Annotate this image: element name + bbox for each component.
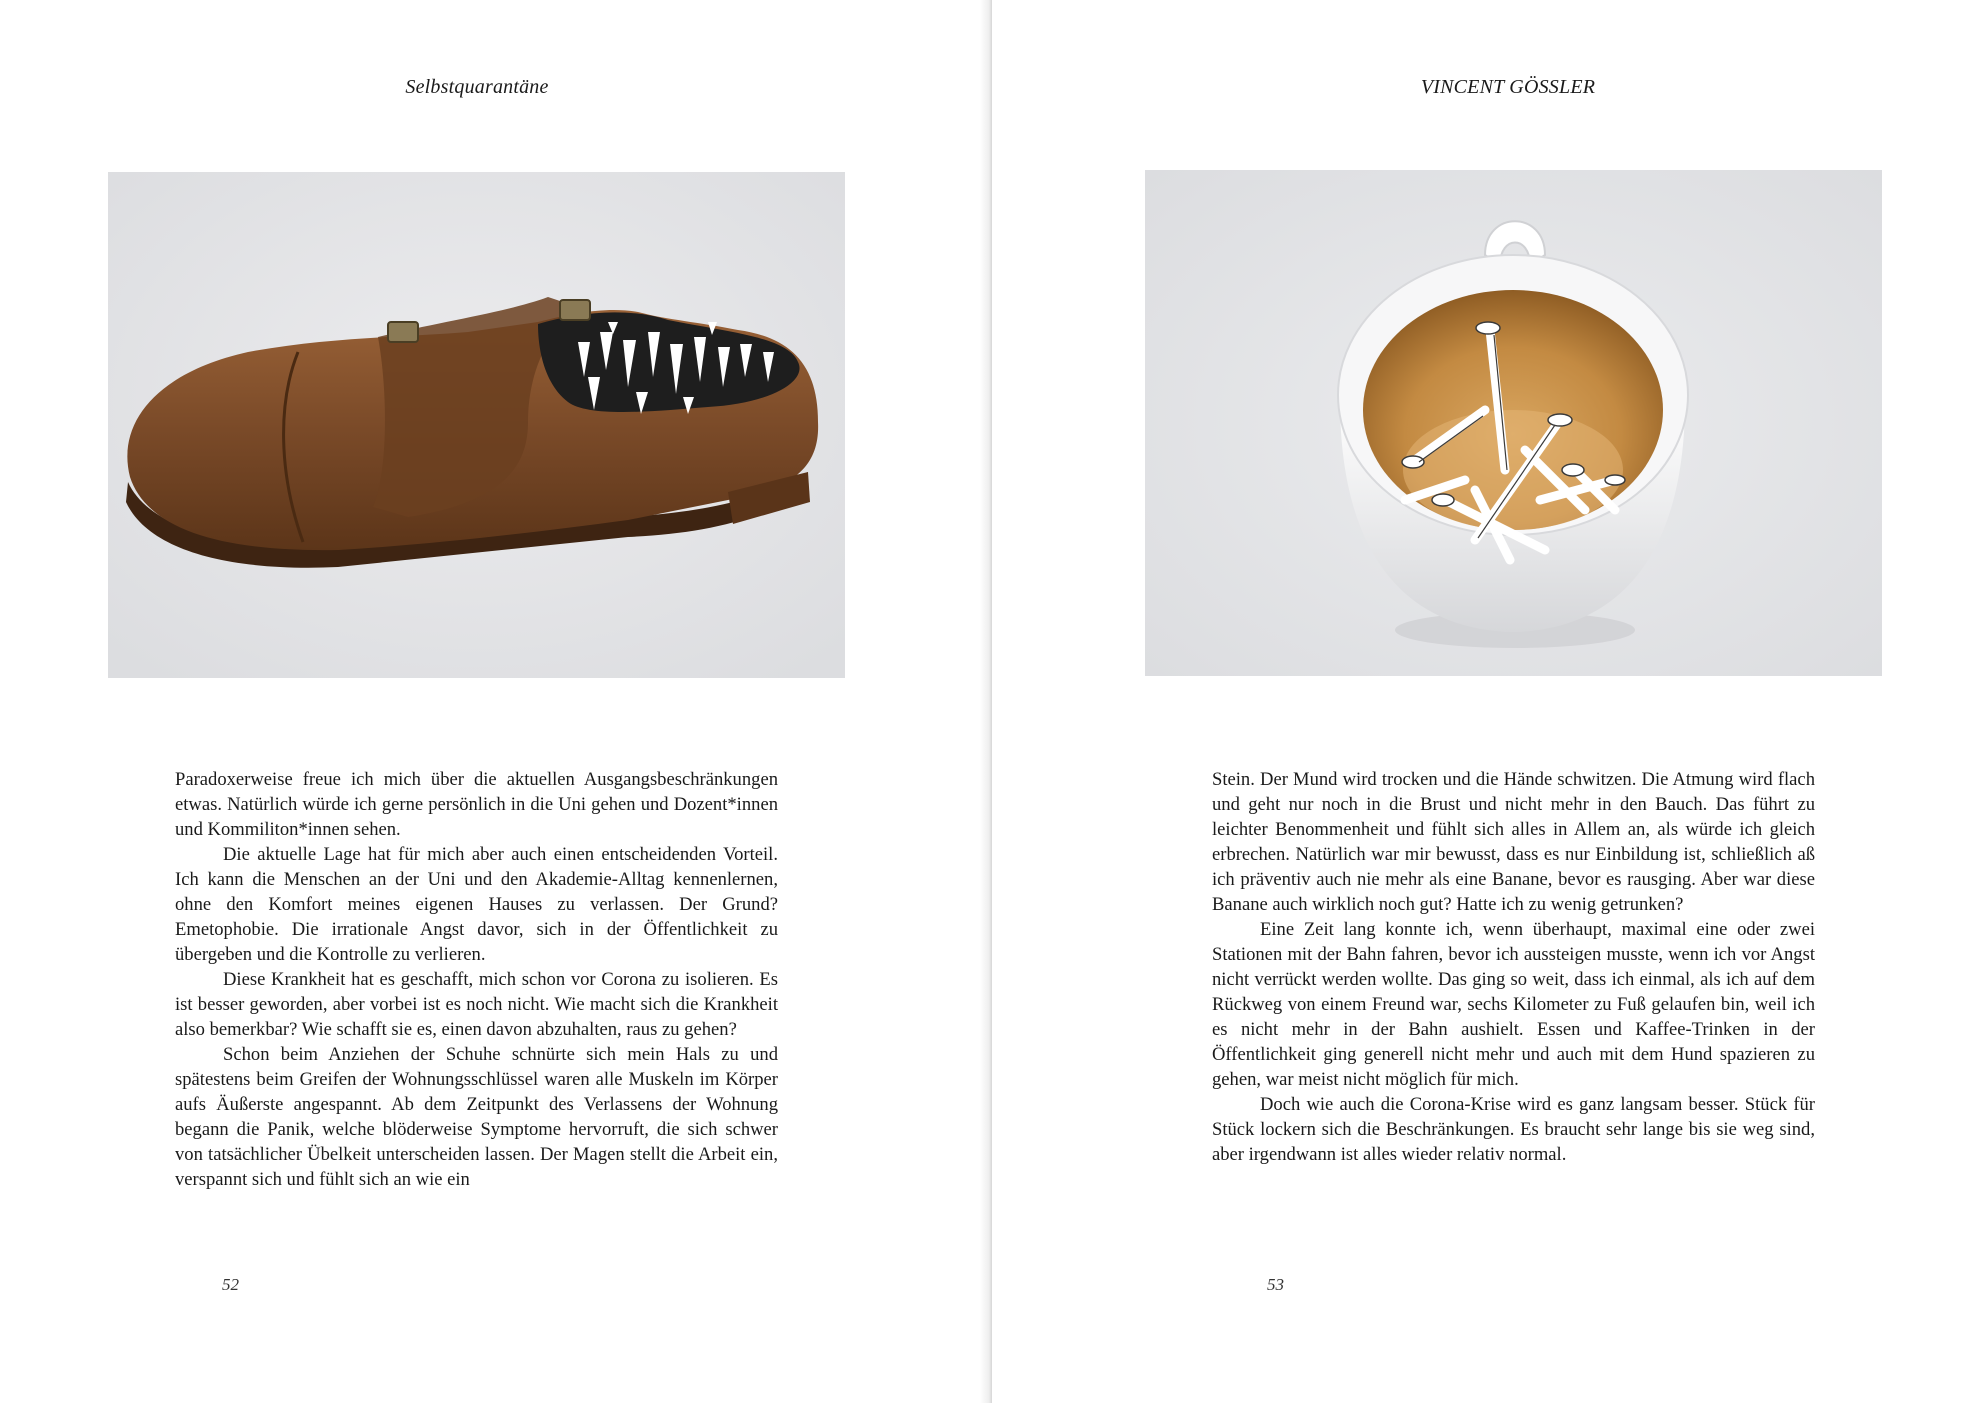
cup-photo (1145, 170, 1882, 676)
shoe-photo (108, 172, 845, 678)
body-text-right (1212, 767, 1815, 1167)
right-page (992, 0, 1984, 1403)
body-text-left (175, 767, 778, 1192)
paragraph: Doch wie auch die Corona-Krise wird es ganz langsam besser. Stück für Stück lockern sich die Beschränkungen. Es braucht sehr lange bis sie weg sind, aber irgendwann ist alles wieder relativ normal. (1212, 1094, 1815, 1165)
paragraph: Die aktuelle Lage hat für mich aber auch einen entscheidenden Vorteil. Ich kann die Menschen an der Uni und den Akademie-Alltag kennenlernen, ohne den Komfort meines eigenen Hauses zu verlassen. Der Grund? Emetophobie. Die irrationale Angst davor, sich in der Öffentlichkeit zu übergeben und die Kontrolle zu verlieren. (175, 844, 778, 965)
running-head-right: VINCENT GÖSSLER (1420, 76, 1596, 98)
cup-illustration (1145, 170, 1882, 676)
shoe-illustration (108, 172, 845, 678)
paragraph: Eine Zeit lang konnte ich, wenn überhaupt, maximal eine oder zwei Stationen mit der Bahn fahren, bevor ich aussteigen musste, wenn ich vor Angst nicht verrückt werden wollte. Das ging so weit, dass ich einmal, als ich auf dem Rückweg von einem Freund war, sechs Kilometer zu Fuß gelaufen bin, weil ich es nicht mehr in der Bahn aushielt. Essen und Kaffee-Trinken in der Öffentlichkeit ging generell nicht mehr und auch mit dem Hund spazieren zu gehen, war meist nicht möglich für mich. (1212, 919, 1815, 1090)
paragraph: Schon beim Anziehen der Schuhe schnürte sich mein Hals zu und spätestens beim Greifen der Wohnungsschlüssel waren alle Muskeln im Körper aufs Äußerste angespannt. Ab dem Zeitpunkt des Verlassens der Wohnung begann die Panik, welche blöderweise Symptome hervorruft, die sich schwer von tatsächlicher Übelkeit unterscheiden lassen. Der Magen stellt die Arbeit ein, verspannt sich und fühlt sich an wie ein (175, 1044, 778, 1190)
paragraph: Paradoxerweise freue ich mich über die aktuellen Ausgangsbeschränkungen etwas. Natürlich würde ich gerne persönlich in die Uni gehen und Dozent*innen und Kommiliton*innen sehen. (175, 769, 778, 840)
running-head-left: Selbstquarantäne (405, 76, 549, 98)
left-page (0, 0, 990, 1403)
page-number-left: 52 (222, 1275, 239, 1294)
paragraph: Diese Krankheit hat es geschafft, mich schon vor Corona zu isolieren. Es ist besser geworden, aber vorbei ist es noch nicht. Wie macht sich die Krankheit also bemerkbar? Wie schafft sie es, einen davon abzuhalten, raus zu gehen? (175, 969, 778, 1040)
page-number-right: 53 (1267, 1275, 1284, 1294)
paragraph: Stein. Der Mund wird trocken und die Hände schwitzen. Die Atmung wird flach und geht nur noch in die Brust und nicht mehr in den Bauch. Das führt zu leichter Benommenheit und fühlt sich alles in Allem an, als würde ich gleich erbrechen. Natürlich war mir bewusst, dass es nur Einbildung ist, schließlich aß ich präventiv auch nie mehr als eine Banane, bevor es rausging. Aber war diese Banane auch wirklich noch gut? Hatte ich zu wenig getrunken? (1212, 769, 1815, 915)
